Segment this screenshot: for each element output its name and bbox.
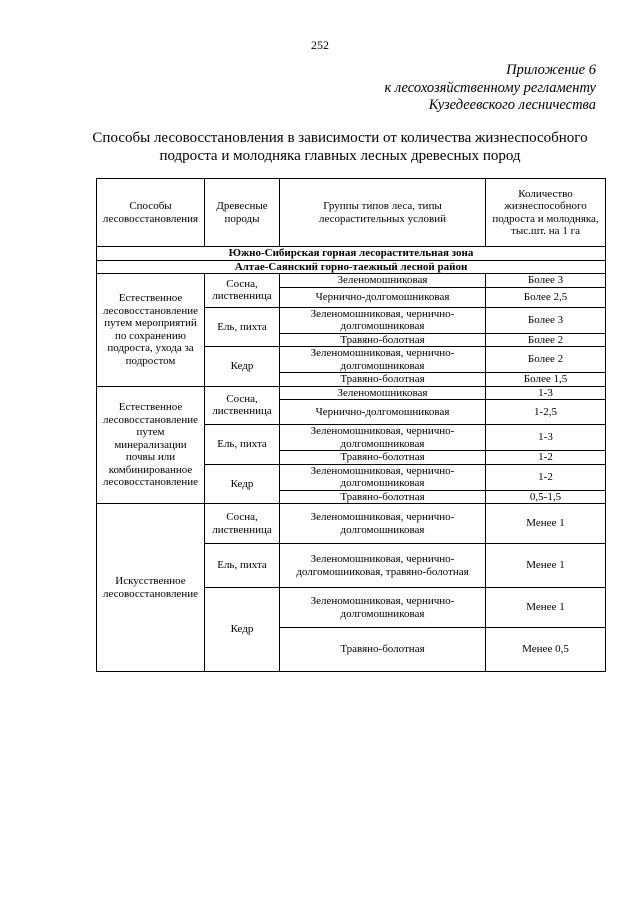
appendix-line-2: к лесохозяйственному регламенту — [384, 79, 596, 96]
quantity-value: 1-3 — [486, 386, 606, 400]
method-artificial: Искусственное лесовосстановление — [97, 504, 205, 672]
method-natural: Естественное лесовосстановление путем мероприятий по сохранению подроста, ухода за подростом — [97, 274, 205, 387]
forest-type: Зеленомошниковая, чернично-долгомошниковая — [280, 347, 486, 373]
forest-type: Травяно-болотная — [280, 451, 486, 465]
forest-type: Зеленомошниковая — [280, 274, 486, 288]
forest-type: Зеленомошниковая, чернично-долгомошниковая — [280, 307, 486, 333]
table-header-row — [97, 179, 606, 247]
appendix-line-1: Приложение 6 — [506, 62, 596, 78]
forest-type: Зеленомошниковая — [280, 386, 486, 400]
species-pine-larch: Сосна, лиственница — [205, 504, 280, 544]
quantity-value: 0,5-1,5 — [486, 490, 606, 504]
species-cedar: Кедр — [205, 464, 280, 504]
forest-type: Зеленомошниковая, чернично-долгомошниковая — [280, 464, 486, 490]
document-title — [70, 130, 610, 165]
header-species: Древесные породы — [205, 179, 280, 247]
forest-type: Чернично-долгомошниковая — [280, 400, 486, 425]
table-row — [97, 274, 606, 288]
quantity-value: Менее 1 — [486, 588, 606, 628]
region-row — [97, 260, 606, 274]
species-spruce-fir: Ель, пихта — [205, 307, 280, 347]
reforestation-table — [96, 178, 606, 672]
forest-type: Травяно-болотная — [280, 490, 486, 504]
title-line-2: подроста и молодняка главных лесных древесных пород — [159, 147, 521, 164]
quantity-value: Менее 0,5 — [486, 628, 606, 672]
forest-type: Травяно-болотная — [280, 628, 486, 672]
quantity-value: Менее 1 — [486, 544, 606, 588]
species-pine-larch: Сосна, лиственница — [205, 274, 280, 308]
header-quantity: Количество жизнеспособного подроста и молодняка, тыс.шт. на 1 га — [486, 179, 606, 247]
quantity-value: 1-2 — [486, 464, 606, 490]
forest-type: Травяно-болотная — [280, 373, 486, 387]
forest-type: Чернично-долгомошниковая — [280, 287, 486, 307]
header-forest-group: Группы типов леса, типы лесорастительных условий — [280, 179, 486, 247]
forest-type: Зеленомошниковая, чернично-долгомошниковая — [280, 504, 486, 544]
quantity-value: 1-2,5 — [486, 400, 606, 425]
quantity-value: Более 1,5 — [486, 373, 606, 387]
quantity-value: 1-3 — [486, 425, 606, 451]
species-cedar: Кедр — [205, 588, 280, 672]
quantity-value: Более 2 — [486, 347, 606, 373]
quantity-value: Более 3 — [486, 307, 606, 333]
quantity-value: 1-2 — [486, 451, 606, 465]
quantity-value: Менее 1 — [486, 504, 606, 544]
zone-label: Южно-Сибирская горная лесорастительная зона — [97, 247, 606, 261]
method-mineralization: Естественное лесовосстановление путем минерализации почвы или комбинированное лесовосстановление — [97, 386, 205, 504]
forest-type: Зеленомошниковая, чернично-долгомошниковая — [280, 425, 486, 451]
title-line-1: Способы лесовосстановления в зависимости от количества жизнеспособного — [92, 130, 588, 146]
species-pine-larch: Сосна, лиственница — [205, 386, 280, 425]
region-label: Алтае-Саянский горно-таежный лесной район — [97, 260, 606, 274]
page-number: 252 — [311, 38, 329, 52]
header-method: Способы лесовосстановления — [97, 179, 205, 247]
species-spruce-fir: Ель, пихта — [205, 544, 280, 588]
quantity-value: Более 2,5 — [486, 287, 606, 307]
species-cedar: Кедр — [205, 347, 280, 387]
forest-type: Травяно-болотная — [280, 333, 486, 347]
species-spruce-fir: Ель, пихта — [205, 425, 280, 465]
forest-type: Зеленомошниковая, чернично-долгомошниковая — [280, 588, 486, 628]
table-row — [97, 386, 606, 400]
zone-row — [97, 247, 606, 261]
table-row — [97, 504, 606, 544]
appendix-note — [384, 62, 596, 115]
forest-type: Зеленомошниковая, чернично-долгомошниковая, травяно-болотная — [280, 544, 486, 588]
quantity-value: Более 2 — [486, 333, 606, 347]
quantity-value: Более 3 — [486, 274, 606, 288]
appendix-line-3: Кузедеевского лесничества — [428, 97, 596, 113]
